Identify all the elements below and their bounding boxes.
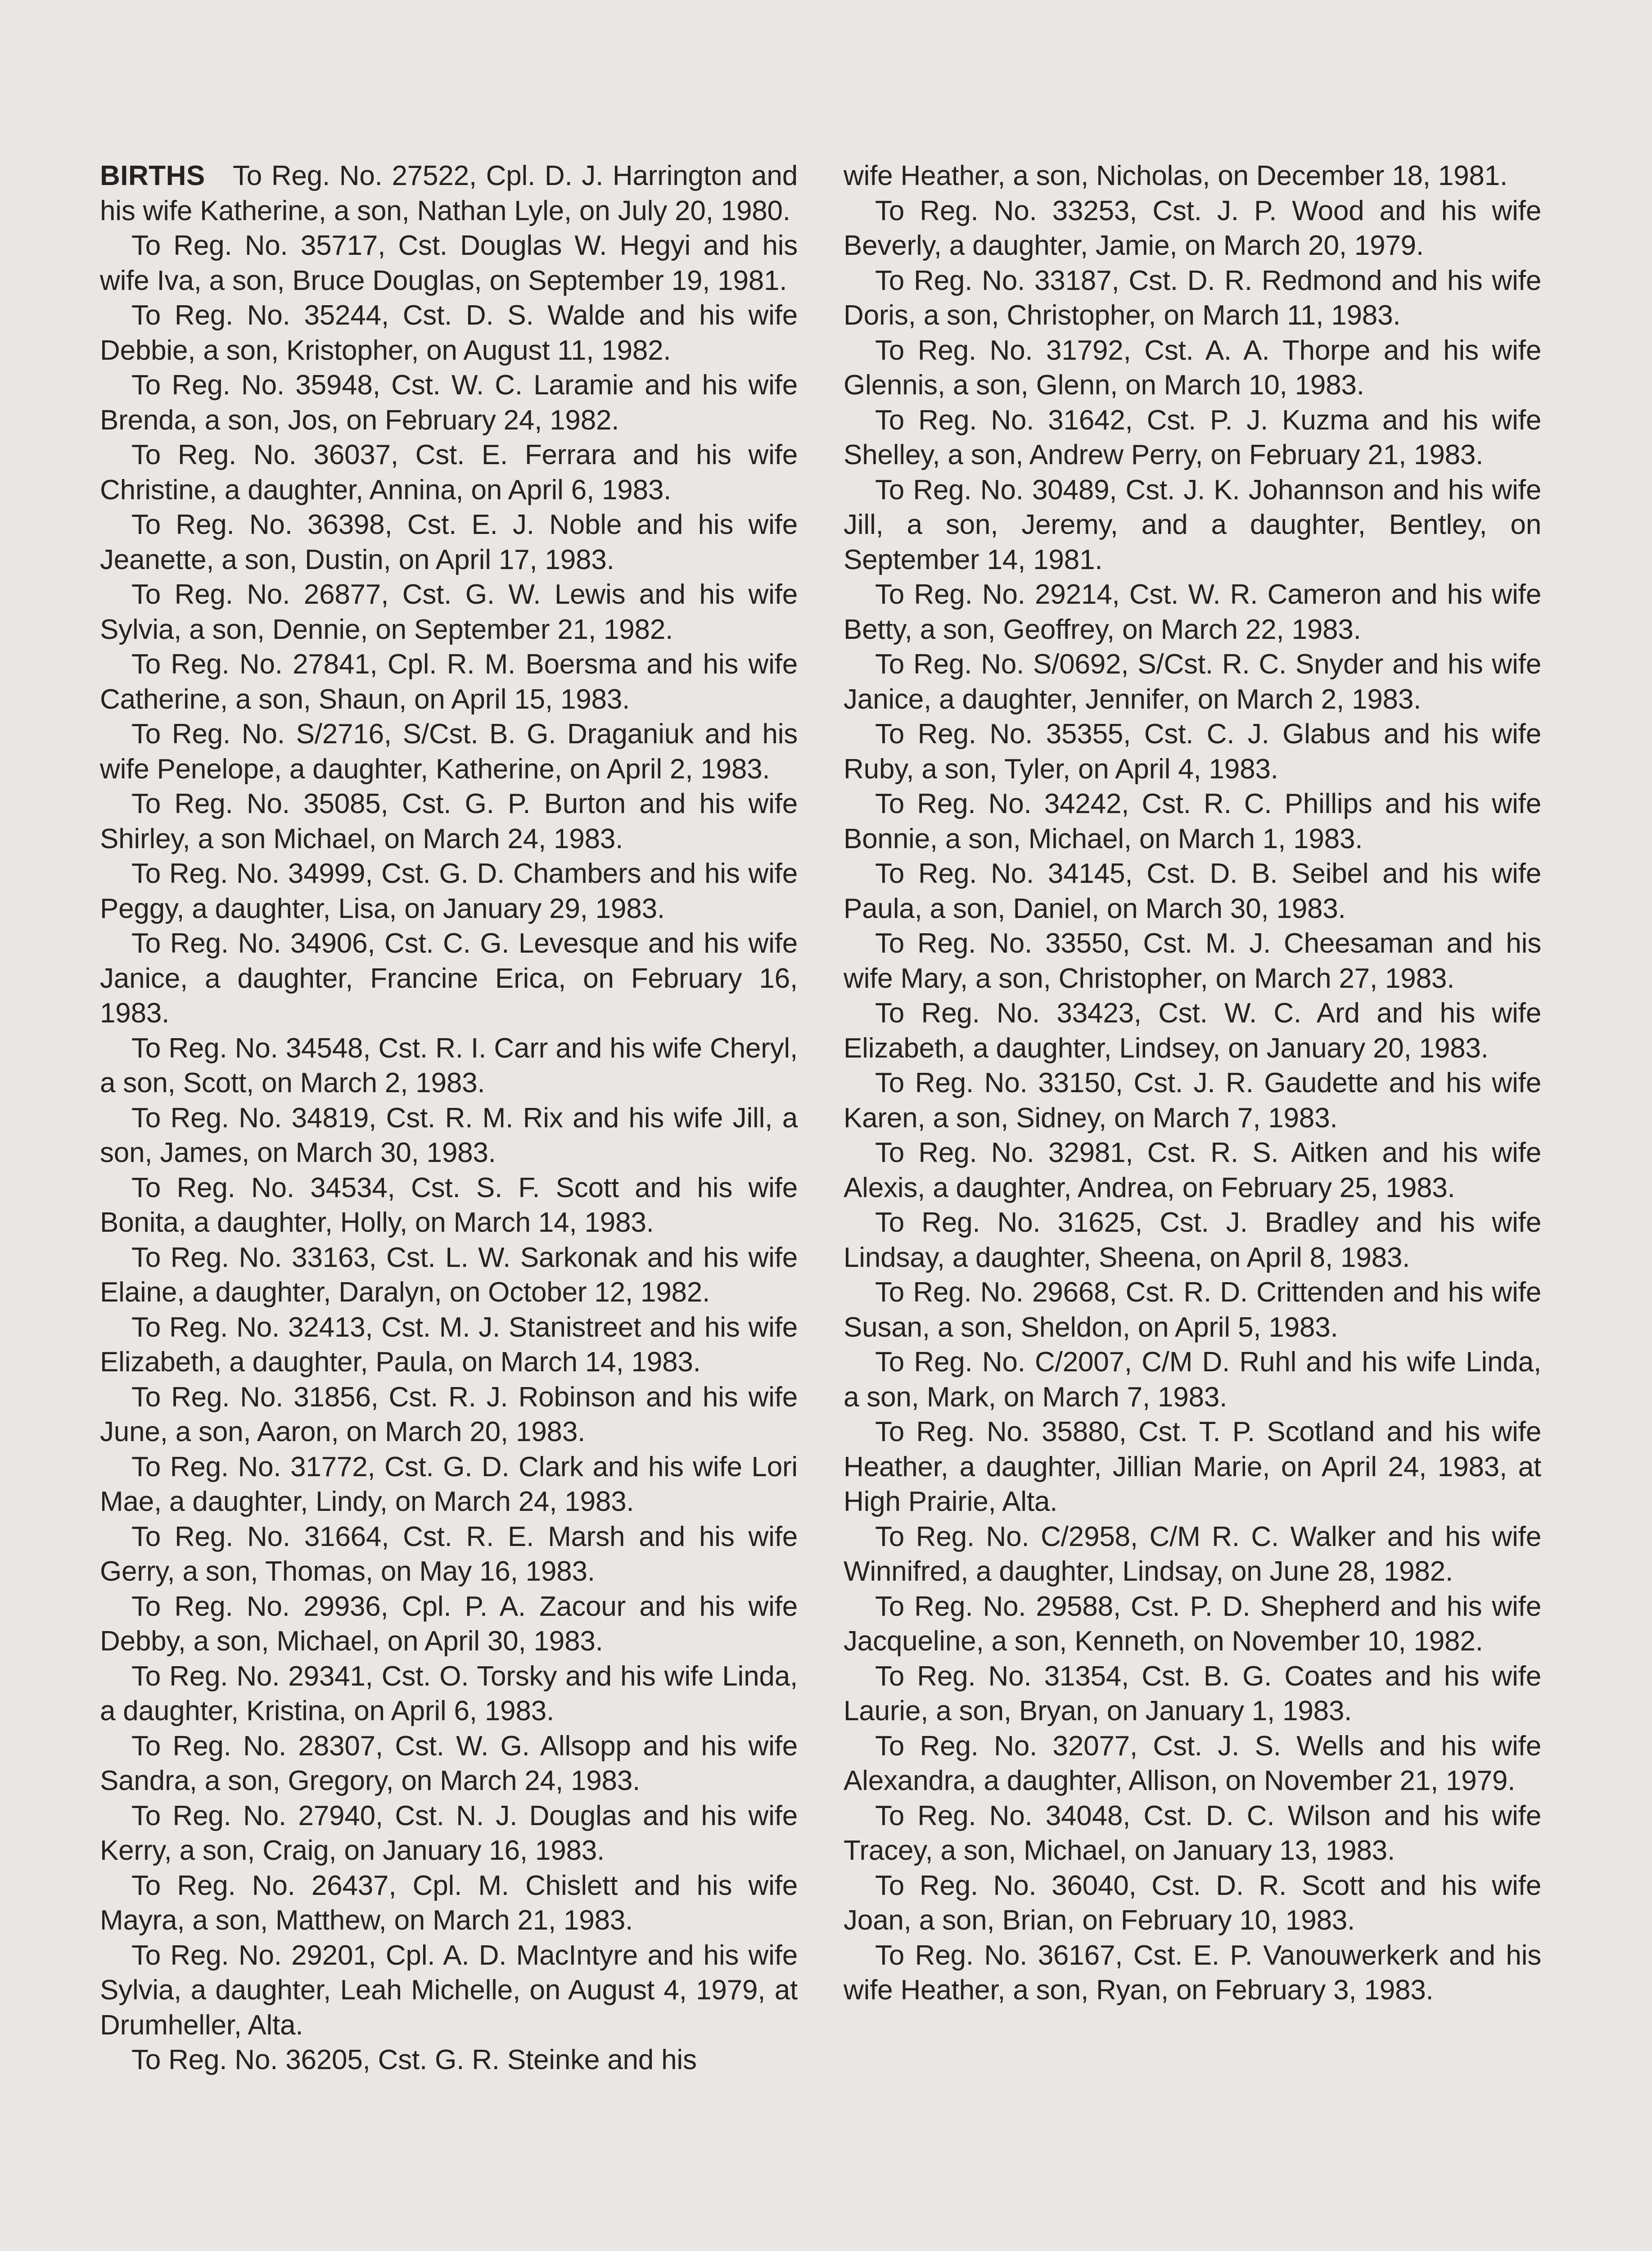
birth-entry: To Reg. No. 33187, Cst. D. R. Redmond and his wife Doris, a son, Christopher, on March 11, 1983. [844, 265, 1541, 331]
birth-entry: To Reg. No. 34906, Cst. C. G. Levesque and his wife Janice, a daughter, Francine Erica, on February 16, 1983. [100, 928, 798, 1029]
birth-entry: To Reg. No. 34819, Cst. R. M. Rix and his wife Jill, a son, James, on March 30, 1983. [100, 1102, 798, 1168]
birth-entry: To Reg. No. 29341, Cst. O. Torsky and his wife Linda, a daughter, Kristina, on April 6, 1983. [100, 1660, 798, 1727]
birth-entry: To Reg. No. 32077, Cst. J. S. Wells and his wife Alexandra, a daughter, Allison, on November 21, 1979. [844, 1730, 1541, 1796]
birth-entry: To Reg. No. 31642, Cst. P. J. Kuzma and his wife Shelley, a son, Andrew Perry, on February 21, 1983. [844, 404, 1541, 470]
birth-entry: To Reg. No. 34048, Cst. D. C. Wilson and his wife Tracey, a son, Michael, on January 13, 1983. [844, 1800, 1541, 1866]
right-column [844, 158, 1541, 2008]
birth-entry: To Reg. No. 36205, Cst. G. R. Steinke and his [131, 2044, 697, 2075]
birth-entry: To Reg. No. 33550, Cst. M. J. Cheesaman and his wife Mary, a son, Christopher, on March 27, 1983. [844, 928, 1541, 994]
birth-entry: To Reg. No. 29588, Cst. P. D. Shepherd and his wife Jacqueline, a son, Kenneth, on November 10, 1982. [844, 1591, 1541, 1657]
birth-entry: To Reg. No. 31664, Cst. R. E. Marsh and his wife Gerry, a son, Thomas, on May 16, 1983. [100, 1521, 798, 1587]
birth-entry: To Reg. No. C/2958, C/M R. C. Walker and his wife Winnifred, a daughter, Lindsay, on June 28, 1982. [844, 1521, 1541, 1587]
birth-entry: To Reg. No. 34145, Cst. D. B. Seibel and his wife Paula, a son, Daniel, on March 30, 1983. [844, 858, 1541, 924]
birth-entry: To Reg. No. 35085, Cst. G. P. Burton and his wife Shirley, a son Michael, on March 24, 1983. [100, 788, 798, 854]
birth-entry: To Reg. No. 29214, Cst. W. R. Cameron and his wife Betty, a son, Geoffrey, on March 22, 1983. [844, 579, 1541, 645]
birth-entry: To Reg. No. 33253, Cst. J. P. Wood and his wife Beverly, a daughter, Jamie, on March 20, 1979. [844, 195, 1541, 261]
birth-entry: To Reg. No. C/2007, C/M D. Ruhl and his wife Linda, a son, Mark, on March 7, 1983. [844, 1347, 1541, 1413]
birth-entry: To Reg. No. 28307, Cst. W. G. Allsopp and his wife Sandra, a son, Gregory, on March 24, 1983. [100, 1730, 798, 1796]
birth-entry: To Reg. No. 30489, Cst. J. K. Johannson and his wife Jill, a son, Jeremy, and a daughter, Bentley, on September 14, 1981. [844, 474, 1541, 575]
birth-entry: To Reg. No. 35717, Cst. Douglas W. Hegyi and his wife Iva, a son, Bruce Douglas, on September 19, 1981. [100, 230, 798, 296]
birth-entry: To Reg. No. 32981, Cst. R. S. Aitken and his wife Alexis, a daughter, Andrea, on February 25, 1983. [844, 1137, 1541, 1203]
birth-entry: To Reg. No. S/0692, S/Cst. R. C. Snyder and his wife Janice, a daughter, Jennifer, on March 2, 1983. [844, 649, 1541, 715]
birth-entry: To Reg. No. 29936, Cpl. P. A. Zacour and his wife Debby, a son, Michael, on April 30, 1983. [100, 1591, 798, 1657]
left-column [100, 158, 798, 2078]
birth-entry: To Reg. No. 33423, Cst. W. C. Ard and his wife Elizabeth, a daughter, Lindsey, on January 20, 1983. [844, 998, 1541, 1064]
birth-entry: To Reg. No. 26877, Cst. G. W. Lewis and his wife Sylvia, a son, Dennie, on September 21, 1982. [100, 579, 798, 645]
birth-entry: To Reg. No. 31856, Cst. R. J. Robinson and his wife June, a son, Aaron, on March 20, 1983. [100, 1381, 798, 1447]
birth-entry: To Reg. No. 32413, Cst. M. J. Stanistreet and his wife Elizabeth, a daughter, Paula, on March 14, 1983. [100, 1311, 798, 1378]
birth-entry: To Reg. No. 26437, Cpl. M. Chislett and his wife Mayra, a son, Matthew, on March 21, 1983. [100, 1870, 798, 1936]
birth-entry [100, 158, 798, 228]
section-heading: BIRTHS [100, 160, 205, 191]
birth-entry: To Reg. No. 34548, Cst. R. I. Carr and his wife Cheryl, a son, Scott, on March 2, 1983. [100, 1032, 798, 1098]
birth-entry: To Reg. No. 36037, Cst. E. Ferrara and his wife Christine, a daughter, Annina, on April 6, 1983. [100, 439, 798, 506]
birth-entry: To Reg. No. 34999, Cst. G. D. Chambers and his wife Peggy, a daughter, Lisa, on January 29, 1983. [100, 858, 798, 924]
birth-entry: To Reg. No. 36167, Cst. E. P. Vanouwerkerk and his wife Heather, a son, Ryan, on February 3, 1983. [844, 1939, 1541, 2006]
birth-entry: To Reg. No. 35880, Cst. T. P. Scotland and his wife Heather, a daughter, Jillian Marie, on April 24, 1983, at High Prairie, Alta. [844, 1416, 1541, 1517]
birth-entry: To Reg. No. 35948, Cst. W. C. Laramie and his wife Brenda, a son, Jos, on February 24, 1982. [100, 370, 798, 436]
birth-entry: To Reg. No. 31625, Cst. J. Bradley and his wife Lindsay, a daughter, Sheena, on April 8, 1983. [844, 1207, 1541, 1273]
birth-entry: To Reg. No. S/2716, S/Cst. B. G. Draganiuk and his wife Penelope, a daughter, Katherine, on April 2, 1983. [100, 719, 798, 785]
birth-entry: To Reg. No. 35355, Cst. C. J. Glabus and his wife Ruby, a son, Tyler, on April 4, 1983. [844, 719, 1541, 785]
birth-entry: To Reg. No. 31772, Cst. G. D. Clark and his wife Lori Mae, a daughter, Lindy, on March 24, 1983. [100, 1451, 798, 1517]
birth-entry: To Reg. No. 34242, Cst. R. C. Phillips and his wife Bonnie, a son, Michael, on March 1, 1983. [844, 788, 1541, 854]
birth-entry: To Reg. No. 29201, Cpl. A. D. MacIntyre and his wife Sylvia, a daughter, Leah Michelle, on August 4, 1979, at Drumheller, Alta. [100, 1939, 798, 2041]
birth-entry: To Reg. No. 36040, Cst. D. R. Scott and his wife Joan, a son, Brian, on February 10, 1983. [844, 1870, 1541, 1936]
birth-entry: To Reg. No. 35244, Cst. D. S. Walde and his wife Debbie, a son, Kristopher, on August 11, 1982. [100, 300, 798, 366]
birth-entry: To Reg. No. 33163, Cst. L. W. Sarkonak and his wife Elaine, a daughter, Daralyn, on October 12, 1982. [100, 1242, 798, 1308]
birth-entry: To Reg. No. 36398, Cst. E. J. Noble and his wife Jeanette, a son, Dustin, on April 17, 1983. [100, 509, 798, 575]
birth-entry: To Reg. No. 29668, Cst. R. D. Crittenden and his wife Susan, a son, Sheldon, on April 5, 1983. [844, 1277, 1541, 1343]
birth-entry: To Reg. No. 27940, Cst. N. J. Douglas and his wife Kerry, a son, Craig, on January 16, 1983. [100, 1800, 798, 1866]
birth-entry: To Reg. No. 33150, Cst. J. R. Gaudette and his wife Karen, a son, Sidney, on March 7, 1983. [844, 1067, 1541, 1134]
birth-entry-continuation: wife Heather, a son, Nicholas, on December 18, 1981. [844, 160, 1508, 191]
birth-entry: To Reg. No. 34534, Cst. S. F. Scott and his wife Bonita, a daughter, Holly, on March 14, 1983. [100, 1172, 798, 1238]
birth-entry: To Reg. No. 31792, Cst. A. A. Thorpe and his wife Glennis, a son, Glenn, on March 10, 1983. [844, 334, 1541, 401]
birth-entry: To Reg. No. 27841, Cpl. R. M. Boersma and his wife Catherine, a son, Shaun, on April 15, 1983. [100, 649, 798, 715]
birth-entry: To Reg. No. 31354, Cst. B. G. Coates and his wife Laurie, a son, Bryan, on January 1, 1983. [844, 1660, 1541, 1727]
entry-text: To Reg. No. 27522, Cpl. D. J. Harrington and his wife Katherine, a son, Nathan Lyle, on July 20, 1980. [100, 160, 798, 226]
